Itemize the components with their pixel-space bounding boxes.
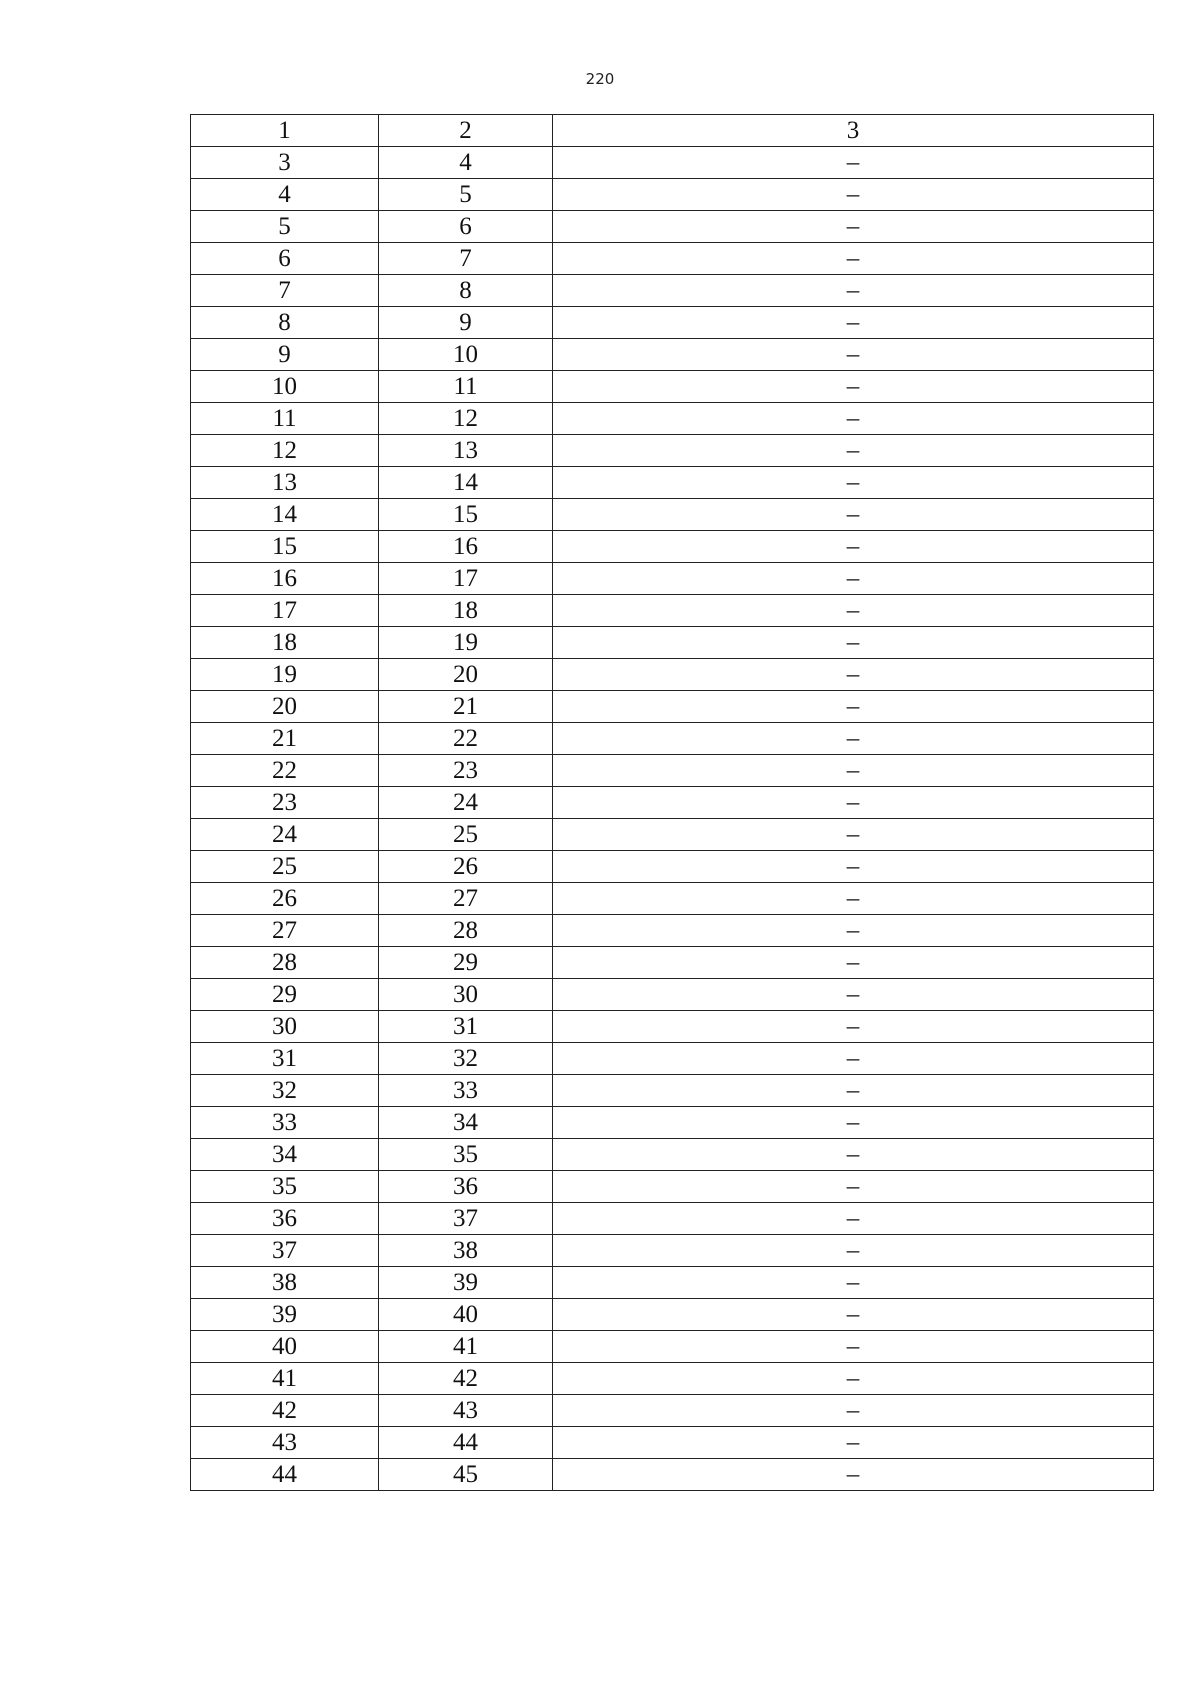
table-cell-col-2: 34 [379,1107,553,1139]
table-cell-col-2: 22 [379,723,553,755]
table-row [191,1043,1154,1075]
table-cell-col-2: 21 [379,691,553,723]
table-cell-col-1: 24 [191,819,379,851]
table-row [191,243,1154,275]
table-cell-col-2: 8 [379,275,553,307]
table-cell-col-1: 39 [191,1299,379,1331]
table-cell-col-3: – [553,1459,1154,1491]
header-cell-col-2: 2 [379,115,553,147]
table-cell-col-1: 43 [191,1427,379,1459]
table-row [191,371,1154,403]
table-row [191,1011,1154,1043]
table-cell-col-1: 36 [191,1203,379,1235]
table-row [191,499,1154,531]
table-cell-col-3: – [553,1043,1154,1075]
table-row [191,1171,1154,1203]
table-cell-col-2: 5 [379,179,553,211]
table-row [191,915,1154,947]
table-body [191,115,1154,1491]
table-cell-col-2: 32 [379,1043,553,1075]
table-row [191,819,1154,851]
table-row [191,179,1154,211]
table-cell-col-2: 44 [379,1427,553,1459]
table-cell-col-2: 30 [379,979,553,1011]
table-cell-col-3: – [553,883,1154,915]
header-cell-col-3: 3 [553,115,1154,147]
table-cell-col-2: 31 [379,1011,553,1043]
table-cell-col-3: – [553,1011,1154,1043]
table-cell-col-3: – [553,1171,1154,1203]
table-cell-col-1: 3 [191,147,379,179]
table-row [191,531,1154,563]
table-cell-col-2: 36 [379,1171,553,1203]
table-row [191,1395,1154,1427]
table-cell-col-2: 42 [379,1363,553,1395]
table-cell-col-3: – [553,627,1154,659]
table-row [191,1299,1154,1331]
table-cell-col-1: 13 [191,467,379,499]
table-row [191,1139,1154,1171]
table-cell-col-3: – [553,787,1154,819]
table-cell-col-1: 19 [191,659,379,691]
table-cell-col-1: 42 [191,1395,379,1427]
table-cell-col-1: 17 [191,595,379,627]
table-cell-col-1: 28 [191,947,379,979]
table-row [191,563,1154,595]
table-cell-col-1: 25 [191,851,379,883]
table-row [191,627,1154,659]
table-row [191,979,1154,1011]
table-cell-col-3: – [553,339,1154,371]
table-cell-col-2: 24 [379,787,553,819]
table-cell-col-2: 4 [379,147,553,179]
table-row [191,147,1154,179]
table-cell-col-2: 37 [379,1203,553,1235]
table-cell-col-3: – [553,499,1154,531]
table-row [191,1107,1154,1139]
table-cell-col-1: 29 [191,979,379,1011]
table-cell-col-2: 41 [379,1331,553,1363]
table-cell-col-3: – [553,435,1154,467]
table-row [191,1235,1154,1267]
table-row [191,1331,1154,1363]
table-cell-col-1: 27 [191,915,379,947]
table-cell-col-2: 19 [379,627,553,659]
table-row [191,275,1154,307]
table-cell-col-3: – [553,1203,1154,1235]
table-cell-col-3: – [553,1363,1154,1395]
table-cell-col-3: – [553,755,1154,787]
table-cell-col-2: 45 [379,1459,553,1491]
table-row [191,435,1154,467]
table-row [191,307,1154,339]
table-row [191,595,1154,627]
table-cell-col-2: 16 [379,531,553,563]
table-cell-col-2: 11 [379,371,553,403]
table-row [191,467,1154,499]
table-cell-col-2: 39 [379,1267,553,1299]
table-cell-col-2: 43 [379,1395,553,1427]
table-row [191,755,1154,787]
table-cell-col-2: 13 [379,435,553,467]
table-row [191,1203,1154,1235]
table-cell-col-3: – [553,691,1154,723]
table-row [191,883,1154,915]
table-cell-col-3: – [553,403,1154,435]
table-cell-col-3: – [553,947,1154,979]
table-cell-col-3: – [553,275,1154,307]
table-cell-col-1: 33 [191,1107,379,1139]
table-cell-col-2: 20 [379,659,553,691]
table-cell-col-1: 15 [191,531,379,563]
table-cell-col-1: 14 [191,499,379,531]
table-cell-col-2: 7 [379,243,553,275]
table-cell-col-1: 18 [191,627,379,659]
table-cell-col-3: – [553,1331,1154,1363]
table-cell-col-2: 28 [379,915,553,947]
table-row [191,403,1154,435]
table-cell-col-3: – [553,595,1154,627]
table-cell-col-1: 40 [191,1331,379,1363]
table-cell-col-1: 41 [191,1363,379,1395]
table-cell-col-3: – [553,1299,1154,1331]
table-cell-col-1: 9 [191,339,379,371]
table-cell-col-2: 12 [379,403,553,435]
table-row [191,851,1154,883]
table-cell-col-3: – [553,723,1154,755]
table-row [191,339,1154,371]
table-cell-col-3: – [553,211,1154,243]
table-cell-col-1: 35 [191,1171,379,1203]
table-cell-col-2: 23 [379,755,553,787]
table-row [191,1427,1154,1459]
table-cell-col-1: 37 [191,1235,379,1267]
table-cell-col-1: 21 [191,723,379,755]
table-cell-col-2: 10 [379,339,553,371]
table-cell-col-3: – [553,179,1154,211]
table-cell-col-3: – [553,819,1154,851]
table-cell-col-1: 34 [191,1139,379,1171]
table-cell-col-2: 27 [379,883,553,915]
table-cell-col-2: 9 [379,307,553,339]
table-cell-col-2: 26 [379,851,553,883]
header-cell-col-1: 1 [191,115,379,147]
table-row [191,1075,1154,1107]
table-cell-col-2: 14 [379,467,553,499]
table-cell-col-3: – [553,243,1154,275]
table-cell-col-3: – [553,1235,1154,1267]
table-cell-col-2: 33 [379,1075,553,1107]
table-cell-col-3: – [553,915,1154,947]
table-cell-col-1: 6 [191,243,379,275]
table-header-row [191,115,1154,147]
table-cell-col-3: – [553,1139,1154,1171]
table-row [191,947,1154,979]
table-cell-col-1: 22 [191,755,379,787]
table-cell-col-3: – [553,979,1154,1011]
table-cell-col-2: 38 [379,1235,553,1267]
table-cell-col-3: – [553,1395,1154,1427]
table-cell-col-3: – [553,1075,1154,1107]
table-cell-col-2: 18 [379,595,553,627]
table-cell-col-3: – [553,851,1154,883]
table-cell-col-1: 38 [191,1267,379,1299]
table-cell-col-3: – [553,467,1154,499]
table-cell-col-3: – [553,307,1154,339]
page-number: 220 [585,70,615,88]
table-cell-col-1: 26 [191,883,379,915]
table-cell-col-2: 17 [379,563,553,595]
table-cell-col-3: – [553,531,1154,563]
table-row [191,659,1154,691]
table-cell-col-3: – [553,1267,1154,1299]
table-row [191,723,1154,755]
table-cell-col-1: 16 [191,563,379,595]
table-cell-col-1: 31 [191,1043,379,1075]
table-cell-col-2: 35 [379,1139,553,1171]
table-row [191,1267,1154,1299]
table-cell-col-2: 6 [379,211,553,243]
data-table [190,114,1154,1491]
table-cell-col-1: 12 [191,435,379,467]
table-row [191,1363,1154,1395]
table-cell-col-1: 23 [191,787,379,819]
table-cell-col-3: – [553,659,1154,691]
table-cell-col-1: 20 [191,691,379,723]
table-cell-col-1: 44 [191,1459,379,1491]
table-cell-col-2: 15 [379,499,553,531]
table-cell-col-1: 5 [191,211,379,243]
table-cell-col-2: 25 [379,819,553,851]
table-cell-col-1: 11 [191,403,379,435]
table-cell-col-3: – [553,1427,1154,1459]
table-row [191,787,1154,819]
table-cell-col-1: 8 [191,307,379,339]
table-cell-col-1: 4 [191,179,379,211]
table-cell-col-2: 40 [379,1299,553,1331]
table-cell-col-1: 30 [191,1011,379,1043]
table-cell-col-3: – [553,563,1154,595]
table-cell-col-1: 32 [191,1075,379,1107]
table-cell-col-2: 29 [379,947,553,979]
table-row [191,691,1154,723]
table-row [191,211,1154,243]
table-cell-col-1: 10 [191,371,379,403]
table-cell-col-3: – [553,371,1154,403]
table-row [191,1459,1154,1491]
table-cell-col-3: – [553,147,1154,179]
table-cell-col-1: 7 [191,275,379,307]
table-cell-col-3: – [553,1107,1154,1139]
